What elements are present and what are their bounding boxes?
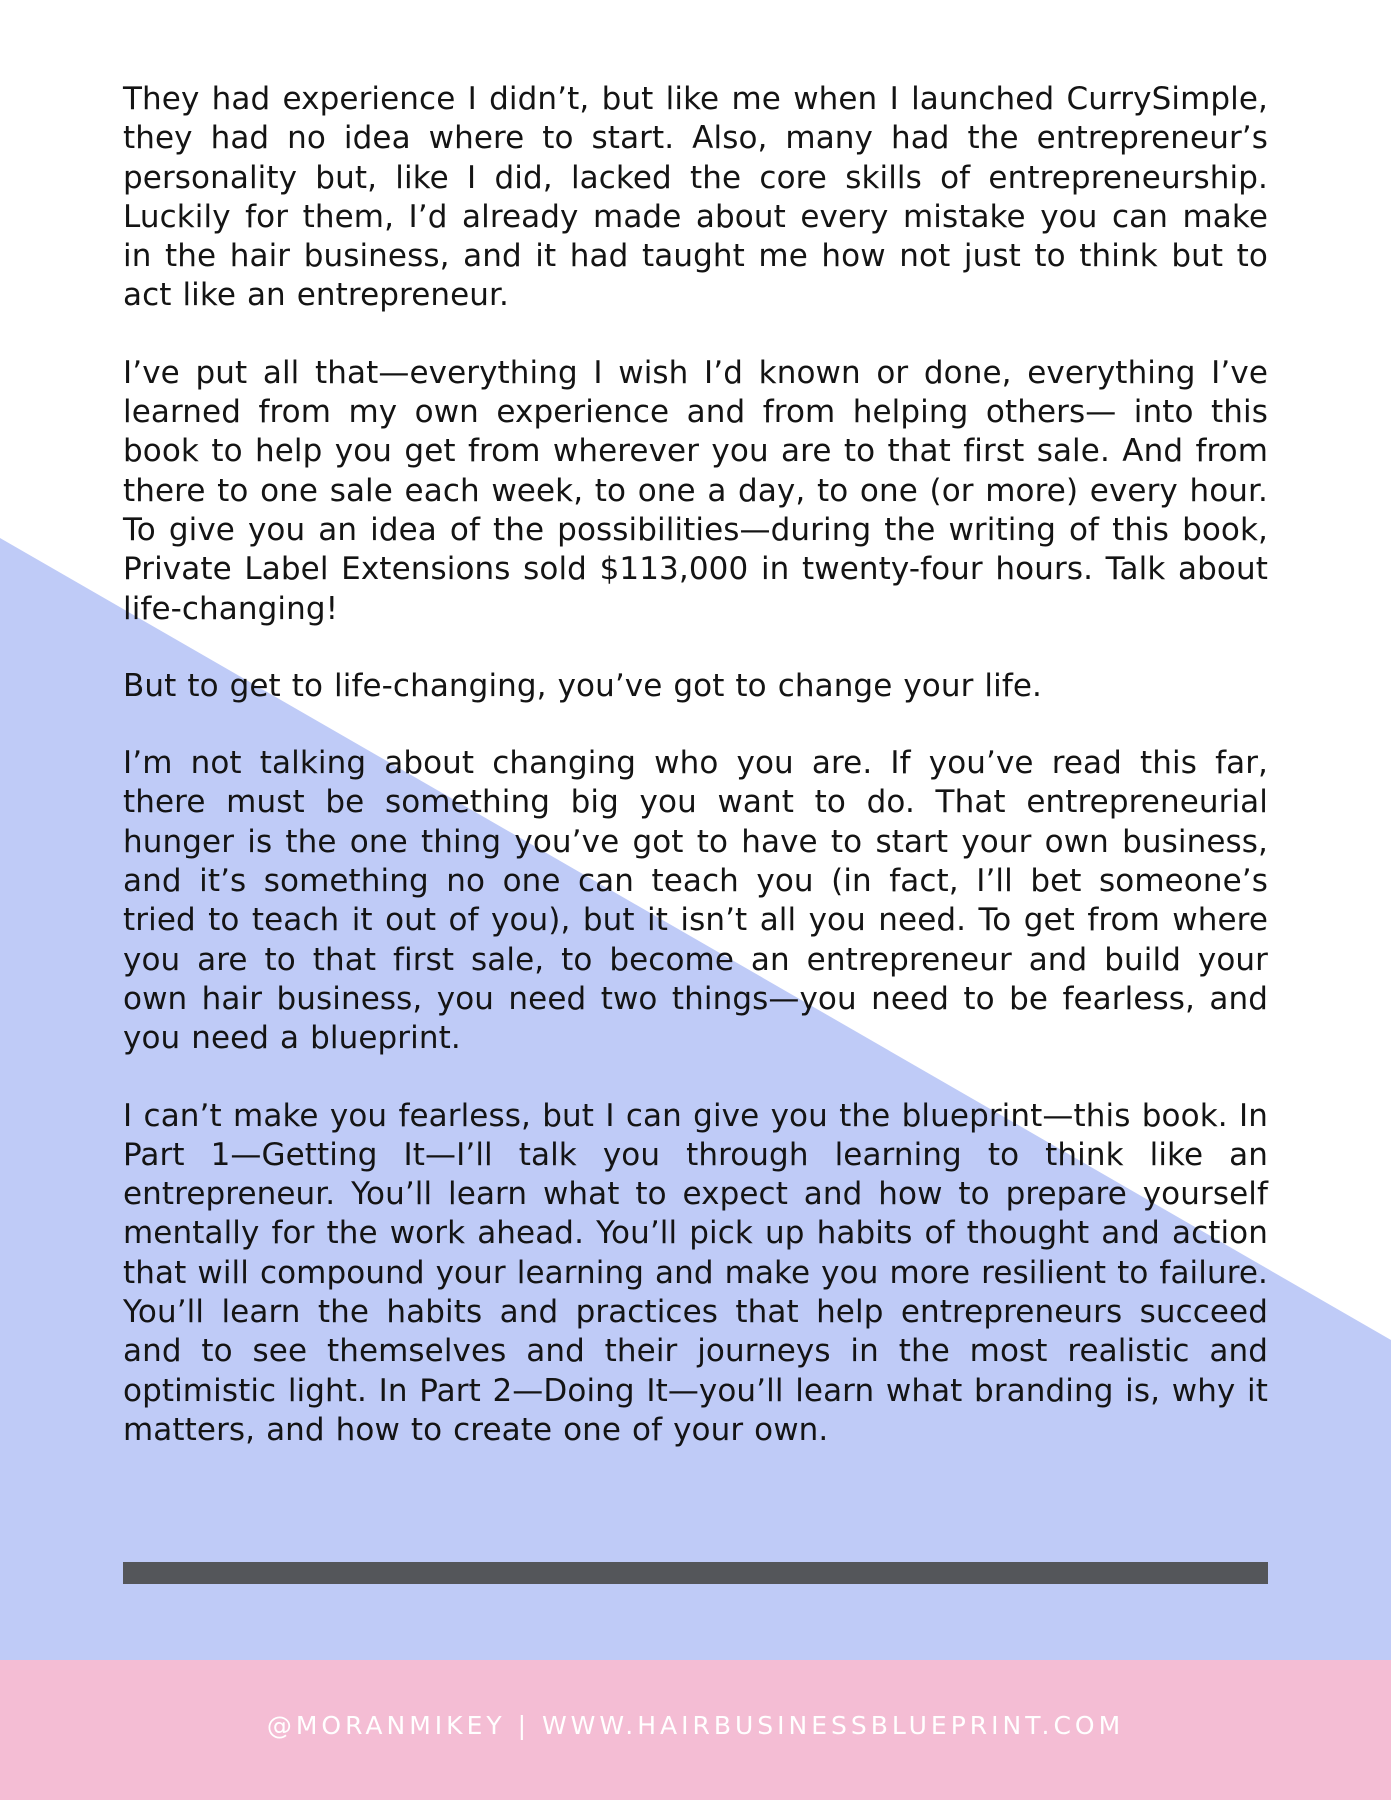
paragraph-2: I’ve put all that—everything I wish I’d known or done, everything I’ve learned from my own experience and from helping others— into this book to help you get from wherever you are to that first sale. And from there to one sale each week, to one a day, to one (or more) every hour. To give you an idea of the possibilities—during the writing of this book, Private Label Extensions sold $113,000 in twenty-four hours. Talk about life-changing! (123, 354, 1268, 627)
footer-text: @MORANMIKEY | WWW.HAIRBUSINESSBLUEPRINT.COM (266, 1710, 1125, 1740)
paragraph-3: But to get to life-changing, you’ve got to change your life. (123, 667, 1042, 704)
footer (0, 1660, 1391, 1800)
divider-bar (123, 1562, 1268, 1584)
paragraph-1: They had experience I didn’t, but like me when I launched CurrySimple, they had no idea where to start. Also, many had the entrepreneur’s personality but, like I did, lacked the core skills of entrepreneurship. Luckily for them, I’d already made about every mistake you can make in the hair business, and it had taught me how not just to think but to act like an entrepreneur. (123, 81, 1268, 314)
paragraph-5: I can’t make you fearless, but I can give you the blueprint—this book. In Part 1—Getting It—I’ll talk you through learning to think like an entrepreneur. You’ll learn what to expect and how to prepare yourself mentally for the work ahead. You’ll pick up habits of thought and action that will compound your learning and make you more resilient to failure. You’ll learn the habits and practices that help entrepreneurs succeed and to see themselves and their journeys in the most realistic and optimistic light. In Part 2—Doing It—you’ll learn what branding is, why it matters, and how to create one of your own. (123, 1097, 1268, 1448)
body-text (123, 80, 1268, 1488)
paragraph-4: I’m not talking about changing who you are. If you’ve read this far, there must be something big you want to do. That entrepreneurial hunger is the one thing you’ve got to have to start your own business, and it’s something no one can teach you (in fact, I’ll bet someone’s tried to teach it out of you), but it isn’t all you need. To get from where you are to that first sale, to become an entrepreneur and build your own hair business, you need two things—you need to be fearless, and you need a blueprint. (123, 745, 1268, 1057)
